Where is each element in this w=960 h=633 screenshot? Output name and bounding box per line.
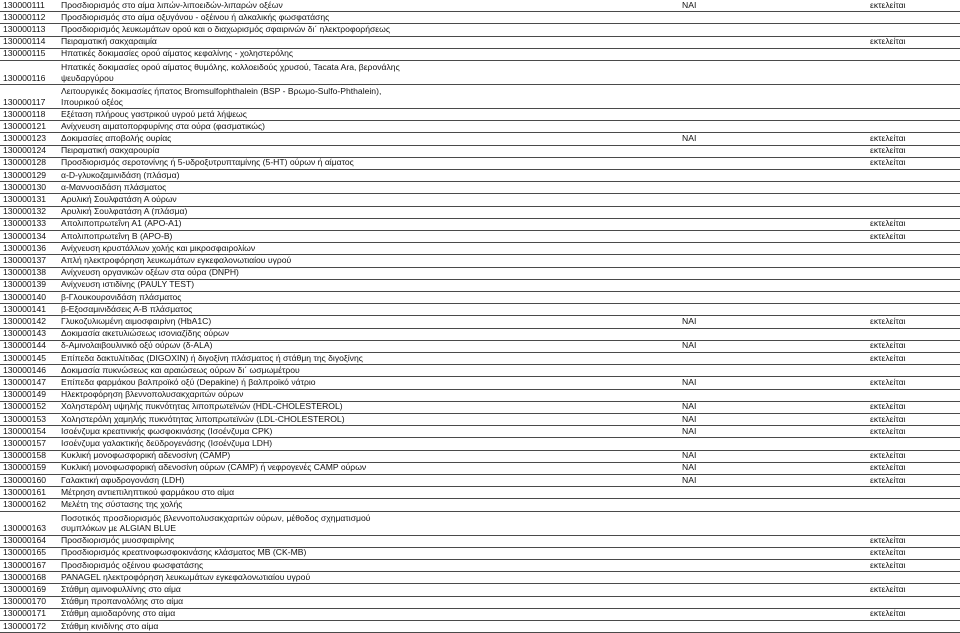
exam-code: 130000134 [3, 230, 47, 241]
table-row [0, 402, 960, 414]
execution-status: εκτελείται [870, 425, 906, 436]
exam-code: 130000132 [3, 206, 47, 217]
exam-description: Απλή ηλεκτροφόρηση λευκωμάτων εγκεφαλονωτιαίου υγρού [61, 255, 292, 266]
exam-code: 130000139 [3, 279, 47, 290]
table-row [0, 255, 960, 267]
table-row [0, 341, 960, 353]
exam-description: PANAGEL ηλεκτροφόρηση λευκωμάτων εγκεφαλονωτιαίου υγρού [61, 571, 311, 582]
table-row [0, 548, 960, 560]
table-row [0, 219, 960, 231]
table-row [0, 572, 960, 584]
exam-code: 130000171 [3, 608, 47, 619]
exam-code: 130000164 [3, 535, 47, 546]
exam-description: β-Εξοσαμινιδάσεις Α-Β πλάσματος [61, 303, 193, 314]
execution-status: εκτελείται [870, 559, 906, 570]
exam-description: α-Μαννοσιδάση πλάσματος [61, 181, 167, 192]
exam-code: 130000137 [3, 255, 47, 266]
exam-code: 130000141 [3, 303, 47, 314]
exam-description: Στάθμη κινιδίνης στο αίμα [61, 620, 159, 631]
exam-code: 130000112 [3, 11, 46, 22]
exam-description: Επίπεδα δακτυλίτιδας (DIGOXIN) ή διγοξίνη πλάσματος ή στάθμη της διγοξίνης [61, 352, 363, 363]
exam-code: 130000117 [3, 96, 46, 107]
table-row [0, 85, 960, 109]
exam-code: 130000162 [3, 499, 47, 510]
table-row [0, 560, 960, 572]
exam-description: Εξέταση πλήρους γαστρικού υγρού μετά λήψεως [61, 108, 247, 119]
table-row [0, 475, 960, 487]
table-row [0, 377, 960, 389]
exam-code: 130000124 [3, 145, 47, 156]
exam-code: 130000165 [3, 547, 47, 558]
execution-status: εκτελείται [870, 547, 906, 558]
exam-code: 130000138 [3, 267, 47, 278]
exam-description: Ανίχνευση αιματοπορφυρίνης στα ούρα (φασματικώς) [61, 120, 265, 131]
table-row [0, 536, 960, 548]
execution-status: εκτελείται [870, 535, 906, 546]
exam-description: Μελέτη της σύστασης της χολής [61, 499, 183, 510]
table-row [0, 12, 960, 24]
exam-description: Κυκλική μονοφωσφορική αδενοσίνη ούρων (CAMP) ή νεφρογενές CAMP ούρων [61, 462, 367, 473]
exam-code: 130000129 [3, 169, 47, 180]
exam-code: 130000172 [3, 620, 47, 631]
exam-description: Κυκλική μονοφωσφορική αδενοσίνη (CAMP) [61, 450, 231, 461]
table-row [0, 182, 960, 194]
coverage-flag: ΝΑΙ [682, 462, 697, 473]
coverage-flag: ΝΑΙ [682, 316, 697, 327]
table-row [0, 316, 960, 328]
table-row [0, 426, 960, 438]
exam-code: 130000163 [3, 523, 47, 534]
exam-description: Απολιποπρωτεΐνη Α1 (APO-A1) [61, 218, 182, 229]
table-row [0, 609, 960, 621]
exam-description: Ανίχνευση κρυστάλλων χολής και μικροσφαιρολίων [61, 242, 256, 253]
exam-description: Λειτουργικές δοκιμασίες ήπατος Bromsulfophthalein (BSP - Βρωμο-Sulfo-Phthalein), Ιπουρικού οξέος [61, 86, 382, 107]
exam-description: Χοληστερόλη υψηλής πυκνότητας λιποπρωτεϊνών (HDL-CHOLESTEROL) [61, 401, 343, 412]
exam-description: Επίπεδα φαρμάκου βαλπροϊκό οξύ (Depakine) ή βαλπροϊκό νάτριο [61, 377, 316, 388]
execution-status: εκτελείται [870, 230, 906, 241]
coverage-flag: ΝΑΙ [682, 425, 697, 436]
exam-description: Προσδιορισμός μυοσφαιρίνης [61, 535, 175, 546]
exam-description: Γλυκοζυλιωμένη αιμοσφαιρίνη (HbA1C) [61, 316, 212, 327]
exam-description: Προσδιορισμός λευκωμάτων ορού και ο διαχωρισμός σφαιρινών δι΄ ηλεκτροφορήσεως [61, 24, 390, 35]
exam-description: Στάθμη αμινοφυλλίνης στο αίμα [61, 584, 181, 595]
exam-code: 130000115 [3, 48, 46, 59]
exam-description: Πειραματική σακχαρουρία [61, 145, 160, 156]
exam-code: 130000136 [3, 242, 47, 253]
exam-description: Δοκιμασία ακετυλιώσεως ισονιαζίδης ούρων [61, 328, 230, 339]
table-row [0, 499, 960, 511]
exam-code: 130000159 [3, 462, 47, 473]
exam-code: 130000121 [3, 120, 47, 131]
table-row [0, 243, 960, 255]
execution-status: εκτελείται [870, 352, 906, 363]
exam-code: 130000147 [3, 377, 47, 388]
exam-code: 130000142 [3, 316, 47, 327]
exam-description: Ποσοτικός προσδιορισμός βλεννοπολυσακχαριτών ούρων, μέθοδος σχηματισμού συμπλόκων με ALGIAN BLUE [61, 512, 371, 534]
exam-description: Αρυλική Σουλφατάση Α ούρων [61, 194, 177, 205]
exam-description: Πειραματική σακχαραιμία [61, 36, 157, 47]
exam-description: Προσδιορισμός οξέινου φωσφατάσης [61, 559, 204, 570]
exam-code: 130000169 [3, 584, 47, 595]
table-row [0, 0, 960, 12]
exam-code: 130000149 [3, 389, 47, 400]
exam-description: Ηπατικές δοκιμασίες ορού αίματος κεφαλίνης - χοληστερόλης [61, 48, 294, 59]
exam-description: Μέτρηση αντιεπιληπτικού φαρμάκου στο αίμα [61, 486, 235, 497]
table-row [0, 584, 960, 596]
exam-description: Γαλακτική αφυδρογονάση (LDH) [61, 474, 185, 485]
coverage-flag: ΝΑΙ [682, 450, 697, 461]
exam-code: 130000153 [3, 413, 47, 424]
table-row [0, 121, 960, 133]
execution-status: εκτελείται [870, 450, 906, 461]
table-row [0, 207, 960, 219]
exam-code: 130000113 [3, 24, 46, 35]
coverage-flag: ΝΑΙ [682, 474, 697, 485]
exam-code: 130000116 [3, 72, 46, 83]
exam-description: Προσδιορισμός κρεατινοφωσφοκινάσης κλάσματος MB (CK-MB) [61, 547, 307, 558]
table-row [0, 170, 960, 182]
coverage-flag: ΝΑΙ [682, 401, 697, 412]
table-row [0, 146, 960, 158]
table-row [0, 268, 960, 280]
table-row [0, 487, 960, 499]
table-row [0, 109, 960, 121]
execution-status: εκτελείται [870, 413, 906, 424]
exam-description: Προσδιορισμός στο αίμα λιπών-λιποειδών-λιπαρών οξέων [61, 0, 283, 10]
exam-code: 130000167 [3, 559, 47, 570]
table-row [0, 463, 960, 475]
exam-code: 130000145 [3, 352, 47, 363]
exam-code: 130000168 [3, 571, 47, 582]
table-row [0, 194, 960, 206]
exam-code: 130000158 [3, 450, 47, 461]
execution-status: εκτελείται [870, 474, 906, 485]
execution-status: εκτελείται [870, 157, 906, 168]
exam-description: Στάθμη προπανολόλης στο αίμα [61, 596, 184, 607]
table-row [0, 37, 960, 49]
execution-status: εκτελείται [870, 401, 906, 412]
exam-code: 130000131 [3, 194, 47, 205]
exam-description: Προσδιορισμός σεροτονίνης ή 5-υδροξυτρυπταμίνης (5-HT) ούρων ή αίματος [61, 157, 354, 168]
exam-code: 130000128 [3, 157, 47, 168]
table-row [0, 621, 960, 633]
table-row [0, 61, 960, 85]
table-row [0, 49, 960, 61]
table-row [0, 597, 960, 609]
table-row [0, 438, 960, 450]
exam-description: δ-Αμινολαιβουλινικό οξύ ούρων (δ-ALA) [61, 340, 213, 351]
table-row [0, 512, 960, 536]
exam-description: Απολιποπρωτεΐνη Β (APO-B) [61, 230, 173, 241]
exam-code: 130000154 [3, 425, 47, 436]
exam-description: Δοκιμασία πυκνώσεως και αραιώσεως ούρων δι΄ ωσμωμέτρου [61, 364, 300, 375]
exam-code: 130000170 [3, 596, 47, 607]
execution-status: εκτελείται [870, 462, 906, 473]
execution-status: εκτελείται [870, 218, 906, 229]
exam-code: 130000152 [3, 401, 47, 412]
execution-status: εκτελείται [870, 36, 906, 47]
coverage-flag: ΝΑΙ [682, 377, 697, 388]
table-row [0, 390, 960, 402]
execution-status: εκτελείται [870, 316, 906, 327]
table-row [0, 24, 960, 36]
table-row [0, 231, 960, 243]
exam-code: 130000114 [3, 36, 46, 47]
table-row [0, 304, 960, 316]
exam-code: 130000123 [3, 133, 47, 144]
exam-code: 130000118 [3, 108, 46, 119]
exam-description: Προσδιορισμός στο αίμα οξυγόνου - οξέινου ή αλκαλικής φωσφατάσης [61, 11, 330, 22]
coverage-flag: ΝΑΙ [682, 133, 697, 144]
exam-code: 130000144 [3, 340, 47, 351]
exam-code: 130000111 [3, 0, 45, 10]
exam-code: 130000160 [3, 474, 47, 485]
exam-description: Ισοένζυμα γαλακτικής δεϋδρογενάσης (Ισοένζυμα LDH) [61, 438, 273, 449]
execution-status: εκτελείται [870, 377, 906, 388]
execution-status: εκτελείται [870, 133, 906, 144]
table-row [0, 280, 960, 292]
exam-description: Ανίχνευση οργανικών οξέων στα ούρα (DNPH) [61, 267, 239, 278]
execution-status: εκτελείται [870, 0, 906, 10]
exam-description: β-Γλουκουρονιδάση πλάσματος [61, 291, 182, 302]
table-row [0, 329, 960, 341]
execution-status: εκτελείται [870, 584, 906, 595]
execution-status: εκτελείται [870, 608, 906, 619]
exam-description: α-D-γλυκοζαμινιδάση (πλάσμα) [61, 169, 180, 180]
coverage-flag: ΝΑΙ [682, 340, 697, 351]
exam-description: Ηπατικές δοκιμασίες ορού αίματος θυμόλης, κολλοειδούς χρυσού, Tacata Ara, βερονάλης ψευδαργύρου [61, 62, 400, 83]
exam-description: Χοληστερόλη χαμηλής πυκνότητας λιποπρωτεϊνών (LDL-CHOLESTEROL) [61, 413, 345, 424]
exam-code: 130000157 [3, 438, 47, 449]
exam-description: Στάθμη αμιοδαρόνης στο αίμα [61, 608, 176, 619]
table-row [0, 158, 960, 170]
exam-description: Αρυλική Σουλφατάση Α (πλάσμα) [61, 206, 188, 217]
table-row [0, 451, 960, 463]
exam-code: 130000161 [3, 486, 47, 497]
table-row [0, 365, 960, 377]
exam-code: 130000146 [3, 364, 47, 375]
execution-status: εκτελείται [870, 340, 906, 351]
table-row [0, 133, 960, 145]
exam-description: Ανίχνευση ιστιδίνης (PAULY TEST) [61, 279, 195, 290]
execution-status: εκτελείται [870, 145, 906, 156]
table-row [0, 353, 960, 365]
table-row [0, 292, 960, 304]
exam-description: Ηλεκτροφόρηση βλεννοπολυσακχαριτών ούρων [61, 389, 244, 400]
exam-code: 130000140 [3, 291, 47, 302]
coverage-flag: ΝΑΙ [682, 0, 697, 10]
exam-description: Δοκιμασίες αποβολής ουρίας [61, 133, 172, 144]
table-row [0, 414, 960, 426]
exam-code: 130000130 [3, 181, 47, 192]
exam-code: 130000133 [3, 218, 47, 229]
exam-description: Ισοένζυμα κρεατινικής φωσφοκινάσης (Ισοένζυμα CPK) [61, 425, 273, 436]
exam-code: 130000143 [3, 328, 47, 339]
coverage-flag: ΝΑΙ [682, 413, 697, 424]
